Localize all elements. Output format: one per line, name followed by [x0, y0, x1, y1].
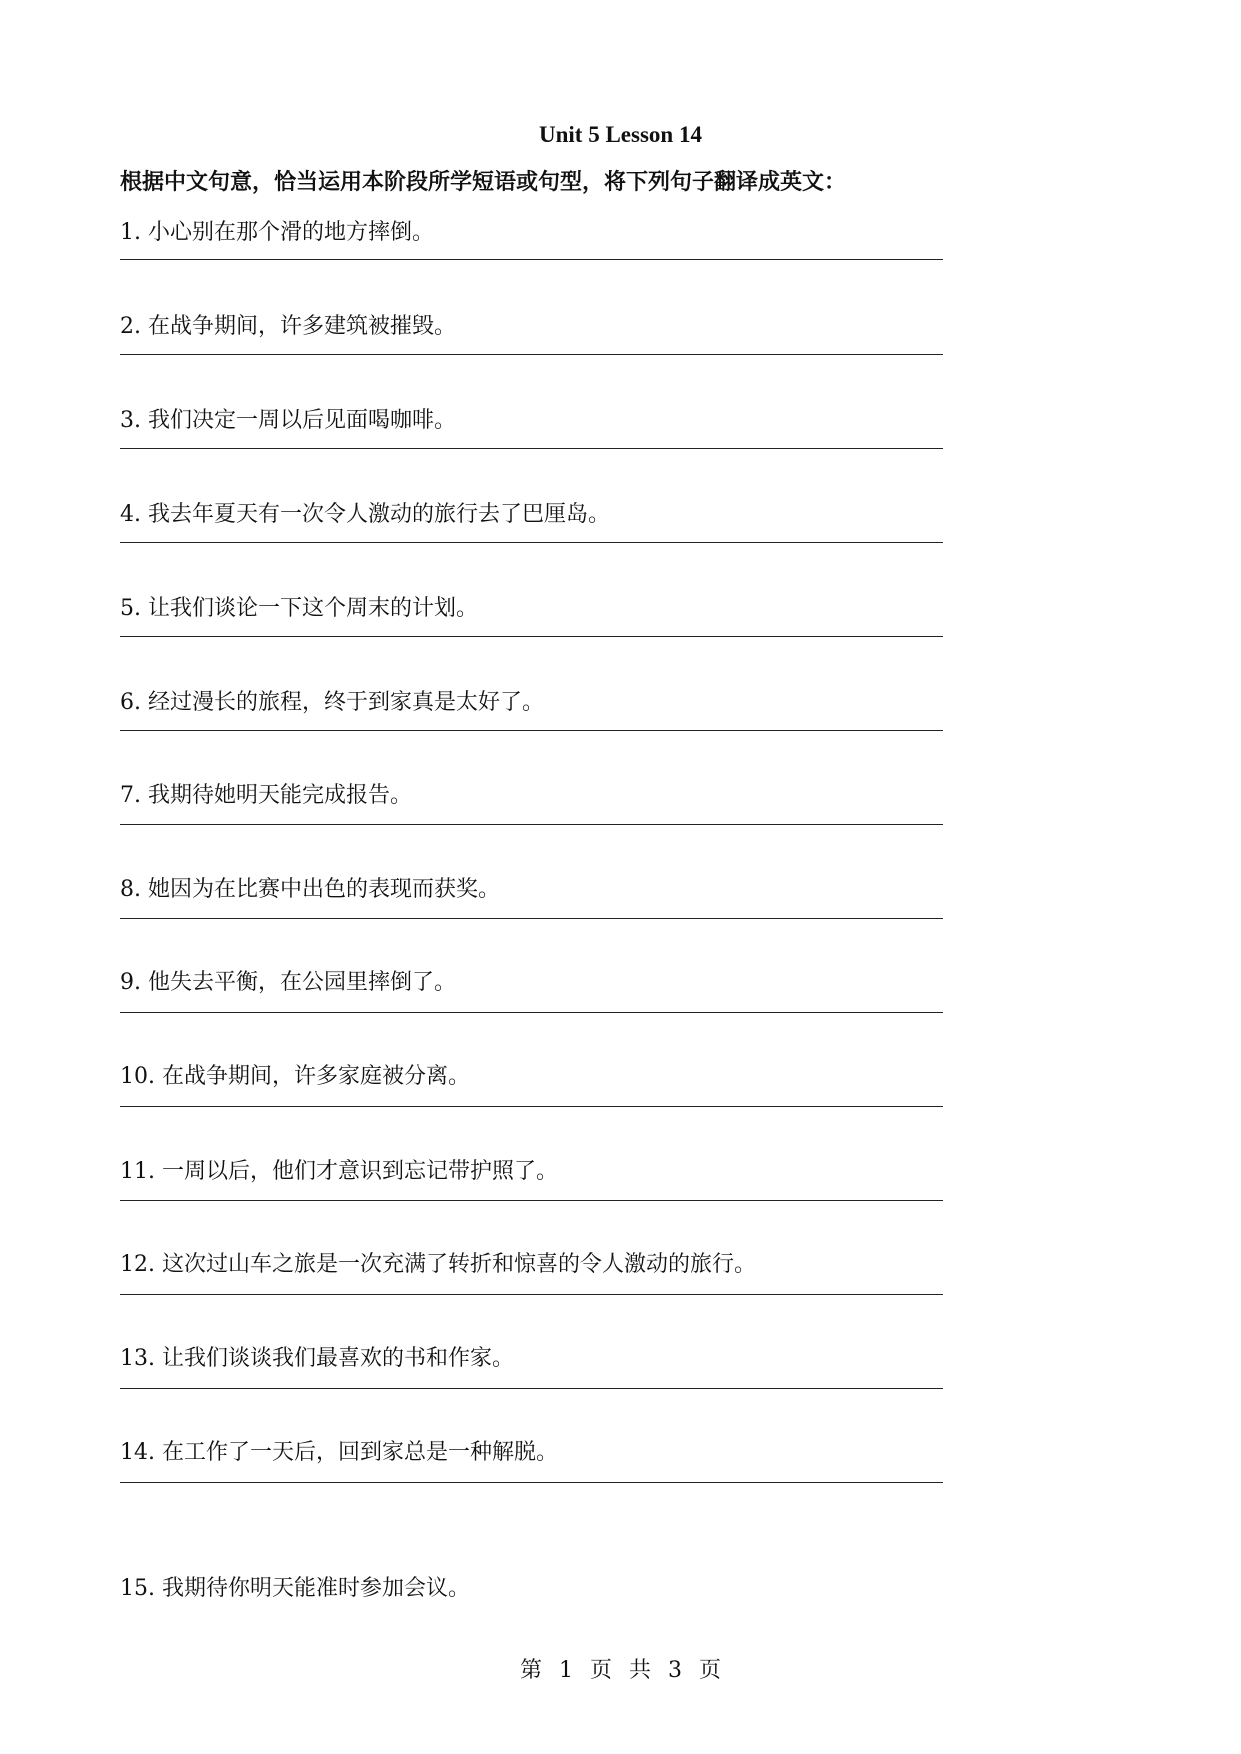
answer-line-6 [120, 730, 943, 731]
question-14: 14. 在工作了一天后，回到家总是一种解脱。 [120, 1440, 558, 1465]
answer-line-9 [120, 1012, 943, 1013]
question-13: 13. 让我们谈谈我们最喜欢的书和作家。 [120, 1346, 514, 1371]
question-3: 3. 我们决定一周以后见面喝咖啡。 [120, 408, 456, 433]
page-footer: 第 1 页 共 3 页 [520, 1658, 721, 1683]
answer-line-4 [120, 542, 943, 543]
question-10: 10. 在战争期间，许多家庭被分离。 [120, 1064, 470, 1089]
question-12: 12. 这次过山车之旅是一次充满了转折和惊喜的令人激动的旅行。 [120, 1252, 756, 1277]
question-4: 4. 我去年夏天有一次令人激动的旅行去了巴厘岛。 [120, 502, 610, 527]
answer-line-5 [120, 636, 943, 637]
question-5: 5. 让我们谈论一下这个周末的计划。 [120, 596, 478, 621]
answer-line-13 [120, 1388, 943, 1389]
answer-line-8 [120, 918, 943, 919]
question-7: 7. 我期待她明天能完成报告。 [120, 783, 412, 808]
answer-line-2 [120, 354, 943, 355]
page-title: Unit 5 Lesson 14 [539, 122, 702, 147]
answer-line-14 [120, 1482, 943, 1483]
answer-line-11 [120, 1200, 943, 1201]
answer-line-12 [120, 1294, 943, 1295]
question-11: 11. 一周以后，他们才意识到忘记带护照了。 [120, 1159, 558, 1184]
answer-line-1 [120, 259, 943, 260]
answer-line-7 [120, 824, 943, 825]
question-15: 15. 我期待你明天能准时参加会议。 [120, 1576, 470, 1601]
question-8: 8. 她因为在比赛中出色的表现而获奖。 [120, 877, 500, 902]
question-6: 6. 经过漫长的旅程，终于到家真是太好了。 [120, 690, 544, 715]
question-9: 9. 他失去平衡，在公园里摔倒了。 [120, 970, 456, 995]
answer-line-10 [120, 1106, 943, 1107]
instruction-text: 根据中文句意，恰当运用本阶段所学短语或句型，将下列句子翻译成英文： [120, 170, 847, 195]
question-2: 2. 在战争期间，许多建筑被摧毁。 [120, 314, 456, 339]
answer-line-3 [120, 448, 943, 449]
question-1: 1. 小心别在那个滑的地方摔倒。 [120, 220, 434, 245]
